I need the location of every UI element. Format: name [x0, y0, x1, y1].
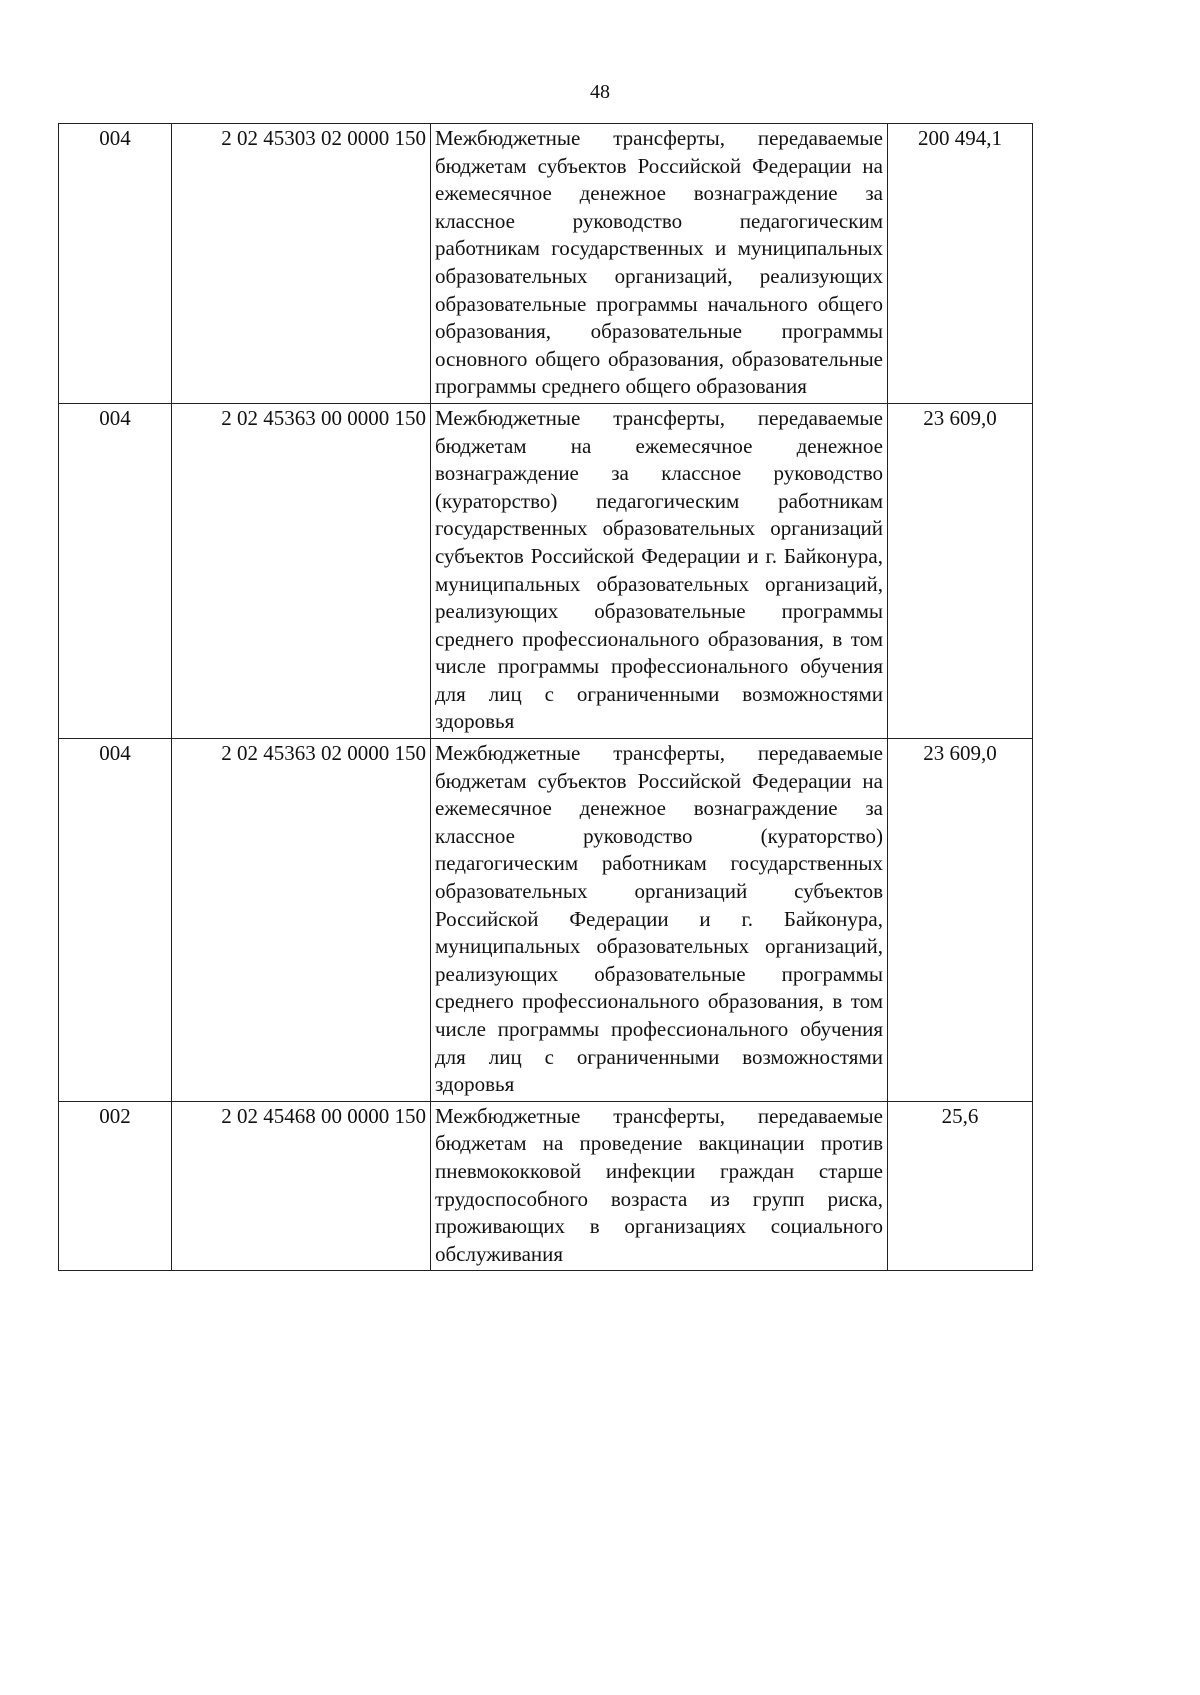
revenue-name-cell: Межбюджетные трансферты, передаваемые бюджетам субъектов Российской Федерации на ежемесячное денежное вознаграждение за классное руководство (кураторство) педагогическим работникам государственных образовательных организаций субъектов Российской Федерации и г. Байконура, муниципальных образовательных организаций, реализующих образовательные программы среднего профессионального образования, в том числе программы профессионального обучения для лиц с ограниченными возможностями здоровья	[431, 739, 888, 1102]
revenue-name-cell: Межбюджетные трансферты, передаваемые бюджетам субъектов Российской Федерации на ежемесячное денежное вознаграждение за классное руководство педагогическим работникам государственных и муниципальных образовательных организаций, реализующих образовательные программы начального общего образования, образовательные программы основного общего образования, образовательные программы среднего общего образования	[431, 124, 888, 404]
amount-cell: 200 494,1	[888, 124, 1033, 404]
admin-code-cell: 004	[59, 739, 172, 1102]
admin-code-cell: 004	[59, 403, 172, 738]
revenue-name-cell: Межбюджетные трансферты, передаваемые бюджетам на ежемесячное денежное вознаграждение за классное руководство (кураторство) педагогическим работникам государственных образовательных организаций субъектов Российской Федерации и г. Байконура, муниципальных образовательных организаций, реализующих образовательные программы среднего профессионального образования, в том числе программы профессионального обучения для лиц с ограниченными возможностями здоровья	[431, 403, 888, 738]
table-row	[59, 1101, 1033, 1271]
page-number: 48	[590, 81, 610, 103]
table-row	[59, 739, 1033, 1102]
revenue-name-cell: Межбюджетные трансферты, передаваемые бюджетам на проведение вакцинации против пневмококковой инфекции граждан старше трудоспособного возраста из групп риска, проживающих в организациях социального обслуживания	[431, 1101, 888, 1271]
budget-classification-code-cell: 2 02 45363 02 0000 150	[172, 739, 431, 1102]
budget-revenue-table	[58, 123, 1033, 1271]
amount-cell: 25,6	[888, 1101, 1033, 1271]
admin-code-cell: 002	[59, 1101, 172, 1271]
budget-classification-code-cell: 2 02 45363 00 0000 150	[172, 403, 431, 738]
amount-cell: 23 609,0	[888, 739, 1033, 1102]
table-row	[59, 403, 1033, 738]
budget-classification-code-cell: 2 02 45303 02 0000 150	[172, 124, 431, 404]
table-row	[59, 124, 1033, 404]
amount-cell: 23 609,0	[888, 403, 1033, 738]
budget-classification-code-cell: 2 02 45468 00 0000 150	[172, 1101, 431, 1271]
admin-code-cell: 004	[59, 124, 172, 404]
